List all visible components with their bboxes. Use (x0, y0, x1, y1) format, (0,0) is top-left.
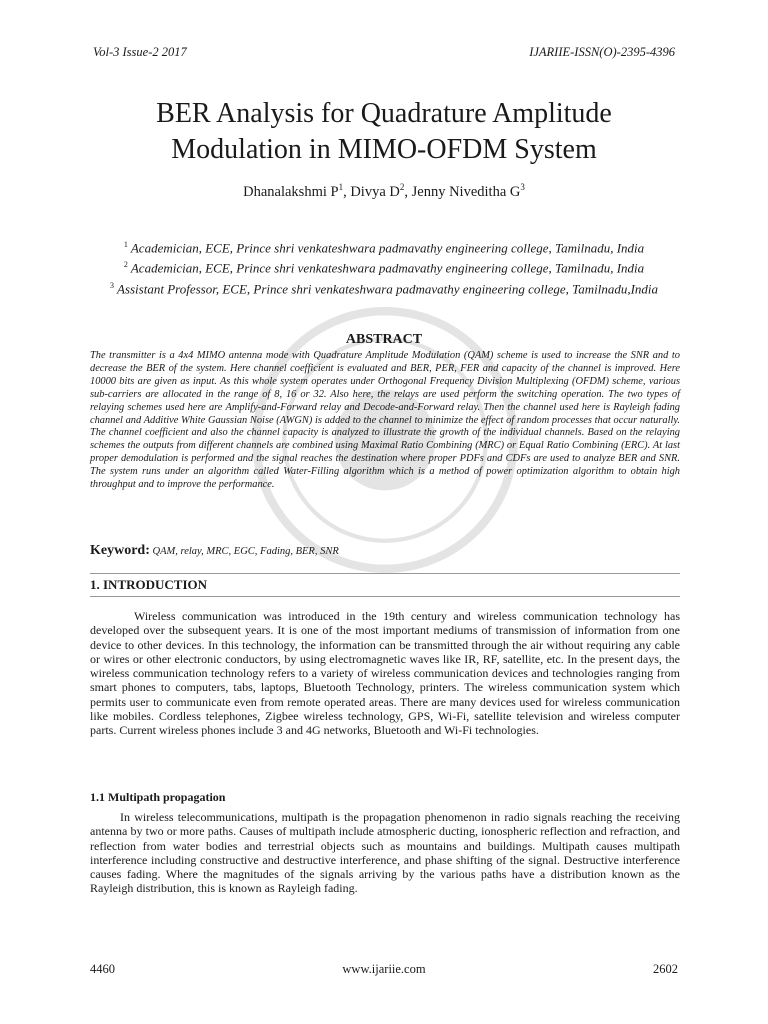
journal-issn: IJARIIE-ISSN(O)-2395-4396 (529, 45, 675, 59)
author-sup: 1 (338, 182, 344, 192)
multipath-paragraph: In wireless telecommunications, multipath is the propagation phenomenon in radio signals reaching the receiving antenna by two or more paths. Causes of multipath include atmospheric ducting, ionospheric reflection and refraction, and reflection from water bodies and terrestrial objects such as mountains and buildings. Multipath causes multipath interference including constructive and destructive interference, and phase shifting of the signal. Destructive interference causes fading. Where the magnitudes of the signals arriving by the various paths have a distribution known as the Rayleigh distribution, this is known as Rayleigh fading. (90, 810, 680, 896)
keyword-label: Keyword: (90, 543, 150, 558)
title-line-1: BER Analysis for Quadrature Amplitude (156, 98, 612, 129)
intro-heading: 1. INTRODUCTION (90, 577, 208, 592)
affiliation-item: $^3$ Assistant Professor, ECE, Prince shri venkateshwara padmavathy engineering college, Tamilnadu,India (109, 280, 659, 296)
footer-website[interactable]: www.ijariie.com (342, 962, 426, 976)
author-sup: 3 (520, 182, 525, 192)
title-line-2: Modulation in MIMO-OFDM System (171, 134, 597, 165)
author-name: Jenny Niveditha G (411, 183, 521, 200)
section-divider (90, 573, 680, 574)
footer-paper-id: 4460 (90, 962, 115, 976)
author-sup: 2 (399, 182, 405, 192)
affiliation-list (70, 236, 698, 297)
intro-paragraph: Wireless communication was introduced in the 19th century and wireless communication technology has developed over the subsequent years. It is one of the most important mediums of transmission of information from one device to other devices. In this technology, the information can be transmitted through the air without requiring any cable or wires or other electronic conductors, by using electromagnetic waves like IR, RF, satellite, etc. In the present days, the wireless communication technology refers to a variety of wireless communication devices and technologies ranging from smart phones to computers, tabs, laptops, Bluetooth Technology, printers. The wireless communication system which permits user to communicate even from remote operated areas. There are many devices used for wireless communication like mobiles. Cordless telephones, Zigbee wireless technology, GPS, Wi-Fi, satellite television and wireless computer parts. Current wireless phones include 3 and 4G networks, Bluetooth and Wi-Fi technologies. (90, 609, 680, 738)
author-name: Divya D (350, 183, 400, 200)
footer-page-number: 2602 (653, 962, 678, 976)
author-name: Dhanalakshmi P (243, 183, 339, 200)
journal-volume: Vol-3 Issue-2 2017 (93, 45, 187, 59)
paper-title (60, 96, 708, 168)
keywords (90, 543, 339, 559)
author-list: Dhanalakshmi $P^1$, Divya $D^2$, Jenny Niveditha $G^3$ (243, 182, 525, 200)
affiliation-item: $^1$ Academician, ECE, Prince shri venkateshwara padmavathy engineering college, Tamilnadu, India (123, 240, 645, 256)
multipath-heading: 1.1 Multipath propagation (90, 790, 226, 804)
abstract-heading: ABSTRACT (345, 332, 423, 347)
affiliation-item: $^2$ Academician, ECE, Prince shri venkateshwara padmavathy engineering college, Tamilnadu, India (123, 260, 645, 276)
keyword-values: QAM, relay, MRC, EGC, Fading, BER, SNR (152, 546, 339, 557)
abstract-text: The transmitter is a 4x4 MIMO antenna mode with Quadrature Amplitude Modulation (QAM) scheme is used to increase the SNR and to decrease the BER of the system. Here channel coefficient is evaluated and BER, PER, FER and capacity of the channel is improved. Here 10000 bits are given as input. As this whole system operates under Orthogonal Frequency Division Multiplexing (OFDM) scheme, various sub-carriers are allocated in the range of 8, 16 or 32. Also here, the relays are used perform the switching operation. The two types of relaying schemes used here are Amplify-and-Forward relay and Decode-and-Forward relay. Then the channel used here is Rayleigh fading channel and Additive White Gaussian Noise (AWGN) is added to the channel to minimize the effect of random processes that occur naturally. The channel coefficient and also the channel capacity is analyzed to illustrate the growth of the individual channels. Based on the relaying schemes the outputs from different channels are combined using Maximal Ratio Combining (MRC) or Equal Ratio Combining (ERC). At last proper demodulation is performed and the signal reaches the destination where proper PDFs and CDFs are used to analyze BER and SNR. The system runs under an algorithm called Water-Filling algorithm which is a method of power optimization algorithm to obtain high throughput and to improve the performance. (90, 350, 680, 491)
section-divider (90, 596, 680, 597)
